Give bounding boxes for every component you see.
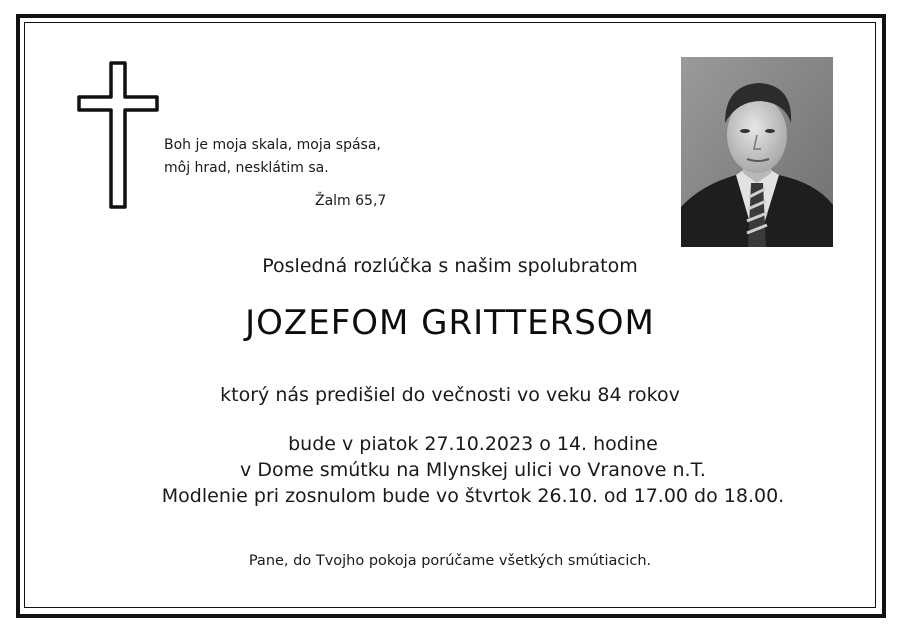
verse-reference: Žalm 65,7 xyxy=(315,193,387,209)
details-prayer: Modlenie pri zosnulom bude vo štvrtok 26.10. od 17.00 do 18.00. xyxy=(161,485,785,507)
closing-prayer: Pane, do Tvojho pokoja porúčame všetkých smútiacich. xyxy=(248,553,652,569)
cross-icon xyxy=(76,61,160,211)
verse-line-1: Boh je moja skala, moja spása, xyxy=(164,137,381,153)
details-location: v Dome smútku na Mlynskej ulici vo Vranove n.T. xyxy=(240,459,706,481)
portrait-illustration xyxy=(681,57,833,247)
deceased-name: JOZEFOM GRITTERSOM xyxy=(245,303,655,343)
funeral-details xyxy=(0,431,900,509)
passed-away-line: ktorý nás predišiel do večnosti vo veku 84 rokov xyxy=(220,384,680,406)
details-date: bude v piatok 27.10.2023 o 14. hodine xyxy=(288,433,658,455)
farewell-intro: Posledná rozlúčka s našim spolubratom xyxy=(262,255,638,277)
verse-line-2: môj hrad, nesklátim sa. xyxy=(164,160,329,176)
portrait-photo xyxy=(681,57,833,247)
psalm-verse xyxy=(164,134,381,180)
